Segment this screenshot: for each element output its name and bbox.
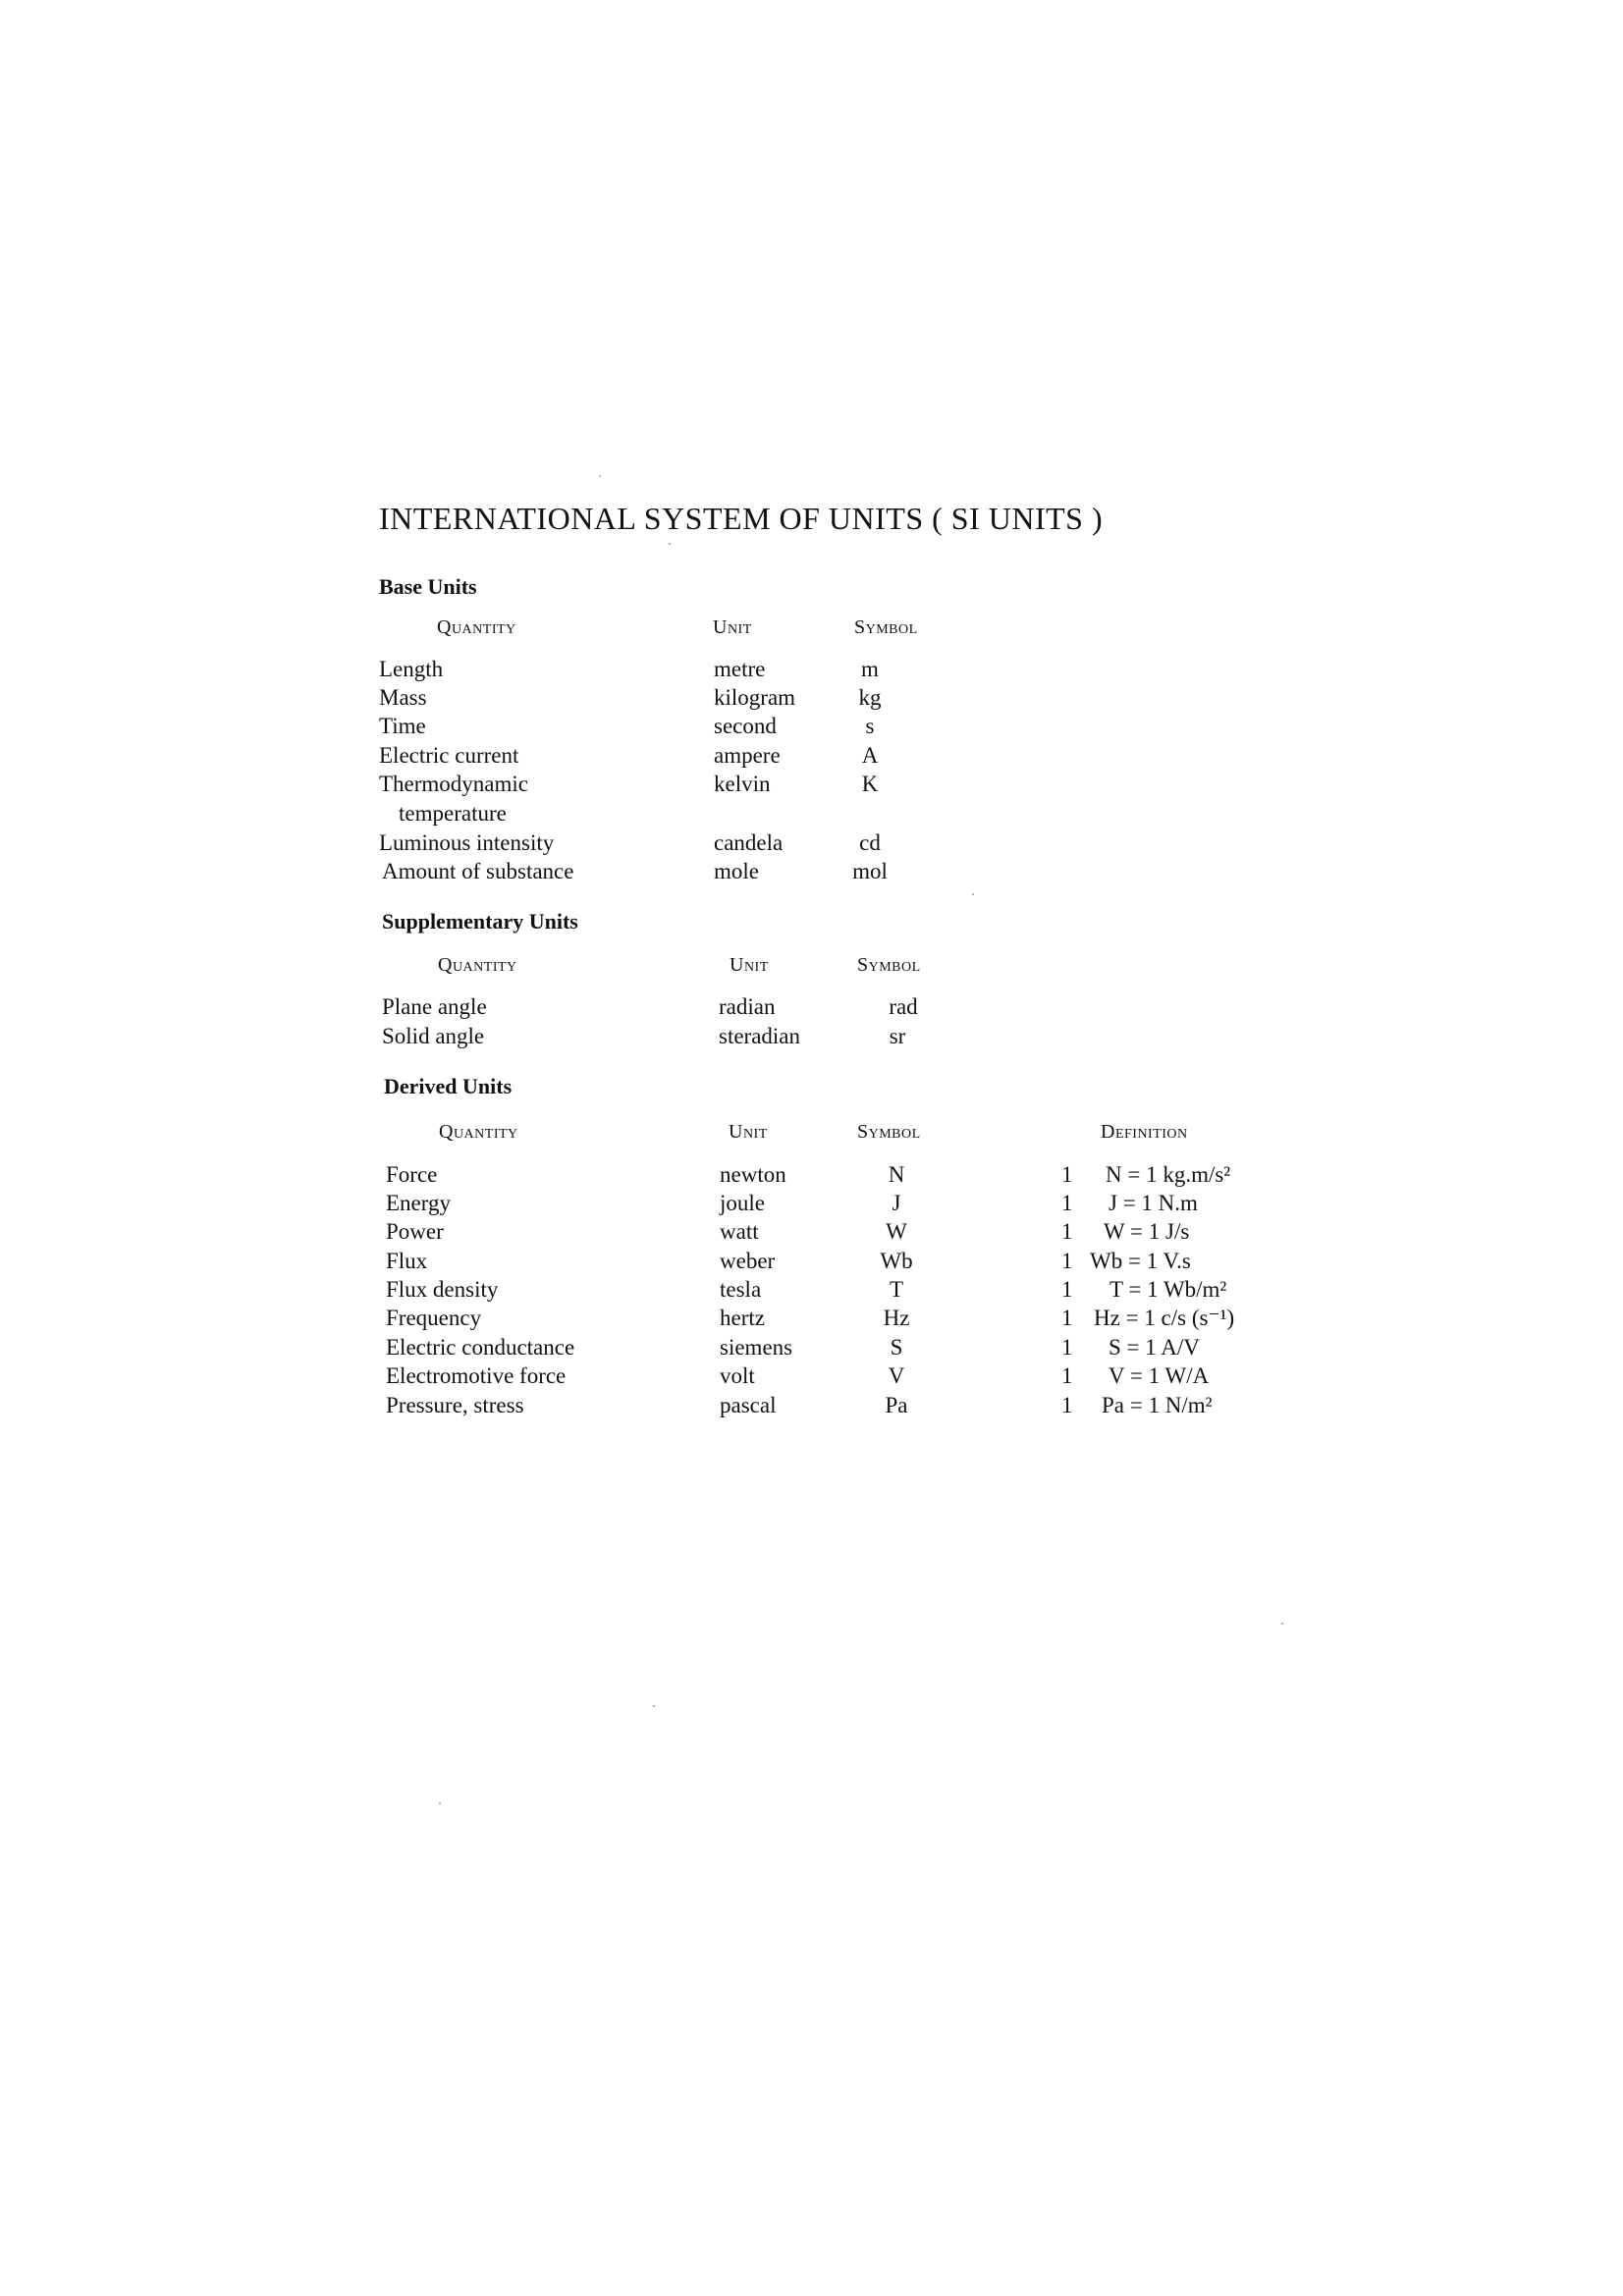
- derived-row-definition: Wb = 1 V.s: [1090, 1249, 1191, 1273]
- derived-row-definition: W = 1 J/s: [1104, 1219, 1190, 1244]
- derived-row-symbol: Hz: [883, 1306, 910, 1330]
- derived-row-quantity: Flux density: [386, 1277, 499, 1302]
- base-row-unit: kilogram: [714, 685, 796, 710]
- derived-unit-header: Unit: [729, 1121, 768, 1143]
- scan-speck: [599, 475, 601, 477]
- derived-row-definition: V = 1 W/A: [1109, 1363, 1210, 1388]
- derived-row-symbol: T: [889, 1277, 904, 1302]
- derived-row-quantity: Flux: [386, 1249, 428, 1273]
- derived-row-definition: T = 1 Wb/m²: [1109, 1277, 1227, 1302]
- base-row-unit: ampere: [714, 743, 781, 768]
- derived-row-quantity: Power: [386, 1219, 444, 1244]
- supp-row-quantity: Plane angle: [382, 994, 487, 1019]
- derived-definition-header: Definition: [1101, 1121, 1188, 1143]
- scan-speck: [1281, 1623, 1283, 1625]
- supp-row-symbol: rad: [889, 994, 918, 1019]
- derived-row-def-one: 1: [1061, 1335, 1073, 1360]
- scan-speck: [653, 1705, 655, 1707]
- derived-row-def-one: 1: [1061, 1393, 1073, 1417]
- base-row-quantity: Mass: [379, 685, 427, 710]
- supp-quantity-header: Quantity: [438, 954, 517, 976]
- derived-row-def-one: 1: [1061, 1191, 1073, 1215]
- supp-unit-header: Unit: [730, 954, 769, 976]
- derived-row-quantity: Electric conductance: [386, 1335, 575, 1360]
- base-row-symbol: A: [861, 743, 879, 768]
- derived-row-unit: newton: [720, 1162, 786, 1187]
- derived-row-definition: J = 1 N.m: [1109, 1191, 1198, 1215]
- derived-row-def-one: 1: [1061, 1363, 1073, 1388]
- derived-quantity-header: Quantity: [439, 1121, 518, 1143]
- derived-row-quantity: Electromotive force: [386, 1363, 567, 1388]
- supp-row-symbol: sr: [889, 1024, 906, 1048]
- base-unit-header: Unit: [713, 616, 752, 638]
- derived-row-definition: N = 1 kg.m/s²: [1106, 1162, 1231, 1187]
- base-row-symbol: kg: [858, 685, 882, 710]
- derived-row-symbol: J: [892, 1191, 901, 1215]
- base-quantity-header: Quantity: [437, 616, 516, 638]
- derived-row-quantity: Pressure, stress: [386, 1393, 524, 1417]
- derived-row-quantity: Force: [386, 1162, 438, 1187]
- supp-symbol-header: Symbol: [857, 954, 921, 976]
- derived-row-unit: joule: [720, 1191, 765, 1215]
- derived-row-symbol: Wb: [880, 1249, 913, 1273]
- derived-row-def-one: 1: [1061, 1306, 1073, 1330]
- derived-row-def-one: 1: [1061, 1219, 1073, 1244]
- base-row-unit: kelvin: [714, 772, 771, 796]
- base-row-symbol: mol: [852, 859, 888, 883]
- scan-speck: [439, 1802, 441, 1804]
- derived-row-unit: watt: [720, 1219, 759, 1244]
- derived-row-def-one: 1: [1061, 1162, 1073, 1187]
- base-row-symbol: K: [861, 772, 879, 796]
- derived-row-def-one: 1: [1061, 1277, 1073, 1302]
- scan-speck: [669, 543, 671, 545]
- derived-row-unit: tesla: [720, 1277, 762, 1302]
- supplementary-units-heading: Supplementary Units: [382, 909, 578, 934]
- derived-row-definition: Pa = 1 N/m²: [1102, 1393, 1213, 1417]
- derived-symbol-header: Symbol: [857, 1121, 921, 1143]
- derived-units-heading: Derived Units: [384, 1074, 513, 1098]
- derived-row-unit: pascal: [720, 1393, 777, 1417]
- base-row-quantity: Thermodynamic: [379, 772, 529, 796]
- base-row-quantity-continuation: temperature: [399, 801, 507, 826]
- derived-row-symbol: N: [888, 1162, 905, 1187]
- derived-row-def-one: 1: [1061, 1249, 1073, 1273]
- base-row-quantity: Length: [379, 657, 444, 681]
- derived-row-quantity: Energy: [386, 1191, 452, 1215]
- base-row-quantity: Luminous intensity: [379, 830, 555, 855]
- base-row-unit: candela: [714, 830, 784, 855]
- base-row-symbol: s: [865, 714, 875, 738]
- base-symbol-header: Symbol: [854, 616, 918, 638]
- base-row-symbol: cd: [859, 830, 881, 855]
- base-row-quantity: Amount of substance: [382, 859, 574, 883]
- derived-row-definition: S = 1 A/V: [1109, 1335, 1200, 1360]
- supp-row-unit: steradian: [719, 1024, 801, 1048]
- base-row-quantity: Electric current: [379, 743, 519, 768]
- derived-row-unit: weber: [720, 1249, 776, 1273]
- base-row-unit: metre: [714, 657, 766, 681]
- derived-row-symbol: V: [888, 1363, 905, 1388]
- derived-row-definition: Hz = 1 c/s (s⁻¹): [1094, 1306, 1235, 1330]
- base-units-heading: Base Units: [379, 574, 477, 599]
- supp-row-quantity: Solid angle: [382, 1024, 485, 1048]
- derived-row-unit: hertz: [720, 1306, 765, 1330]
- derived-row-symbol: W: [886, 1219, 907, 1244]
- base-row-unit: mole: [714, 859, 759, 883]
- derived-row-quantity: Frequency: [386, 1306, 482, 1330]
- derived-row-unit: siemens: [720, 1335, 793, 1360]
- base-row-symbol: m: [861, 657, 879, 681]
- supp-row-unit: radian: [719, 994, 776, 1019]
- base-row-quantity: Time: [379, 714, 426, 738]
- scan-speck: [972, 893, 974, 895]
- base-row-unit: second: [714, 714, 777, 738]
- derived-row-symbol: Pa: [885, 1393, 908, 1417]
- page-title: INTERNATIONAL SYSTEM OF UNITS ( SI UNITS ): [379, 501, 1104, 536]
- derived-row-symbol: S: [890, 1335, 903, 1360]
- derived-row-unit: volt: [720, 1363, 755, 1388]
